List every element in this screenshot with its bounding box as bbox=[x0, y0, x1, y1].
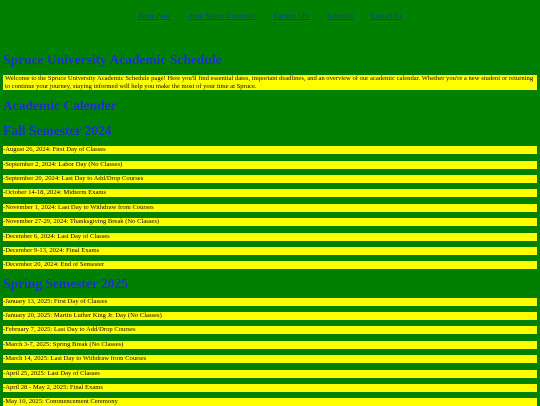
intro-paragraph: Welcome to the Spruce University Academic Schedule page! Here you'll find essential dates, important deadlines, and an overview of our academic calendar. Whether you're a new student or returning to continue your journey, staying informed will help you make the most of your time at Spruce. bbox=[3, 75, 537, 90]
spring-semester-list bbox=[3, 298, 537, 406]
list-item: -January 20, 2025: Martin Luther King Jr. Day (No Classes) bbox=[3, 312, 537, 320]
list-item: -September 2, 2024: Labor Day (No Classes) bbox=[3, 161, 537, 169]
list-item: -January 13, 2025: First Day of Classes bbox=[3, 298, 537, 306]
nav-link-campus-life[interactable]: Campus Life bbox=[273, 12, 310, 20]
list-item: -September 20, 2024: Last Day to Add/Drop Courses bbox=[3, 175, 537, 183]
nav-link-contact[interactable]: Contact Us bbox=[371, 12, 403, 20]
main-content bbox=[0, 52, 540, 406]
list-item: -February 7, 2025: Last Day to Add/Drop Courses bbox=[3, 326, 537, 334]
list-item: -November 27-29, 2024: Thanksgiving Break (No Classes) bbox=[3, 218, 537, 226]
fall-semester-list bbox=[3, 146, 537, 269]
page-title: Spruce University Academic Schedule bbox=[3, 52, 222, 67]
top-nav bbox=[0, 0, 540, 26]
list-item: -March 3-7, 2025: Spring Break (No Classes) bbox=[3, 341, 537, 349]
list-item: -March 14, 2025: Last Day to Withdraw from Courses bbox=[3, 355, 537, 363]
list-item: -April 28 - May 2, 2025: Final Exams bbox=[3, 384, 537, 392]
spring-semester-heading: Spring Semester 2025 bbox=[3, 275, 128, 291]
list-item: -December 20, 2024: End of Semester bbox=[3, 261, 537, 269]
fall-semester-heading: Fall Semester 2024 bbox=[3, 123, 112, 139]
nav-link-home[interactable]: Home Page bbox=[137, 12, 171, 20]
list-item: -December 6, 2024: Last Day of Classes bbox=[3, 233, 537, 241]
list-item: -October 14-18, 2024: Midterm Exams bbox=[3, 189, 537, 197]
list-item: -November 1, 2024: Last Day to Withdraw from Courses bbox=[3, 204, 537, 212]
nav-link-about[interactable]: about Spruce University bbox=[187, 12, 256, 20]
list-item: -May 10, 2025: Commencement Ceremony bbox=[3, 398, 537, 406]
list-item: -August 26, 2024: First Day of Classes bbox=[3, 146, 537, 154]
nav-link-schedule[interactable]: Schedule bbox=[327, 12, 354, 20]
calendar-heading: Academic Calender bbox=[3, 98, 117, 114]
list-item: -April 25, 2025: Last Day of Classes bbox=[3, 370, 537, 378]
list-item: -December 9-13, 2024: Final Exams bbox=[3, 247, 537, 255]
